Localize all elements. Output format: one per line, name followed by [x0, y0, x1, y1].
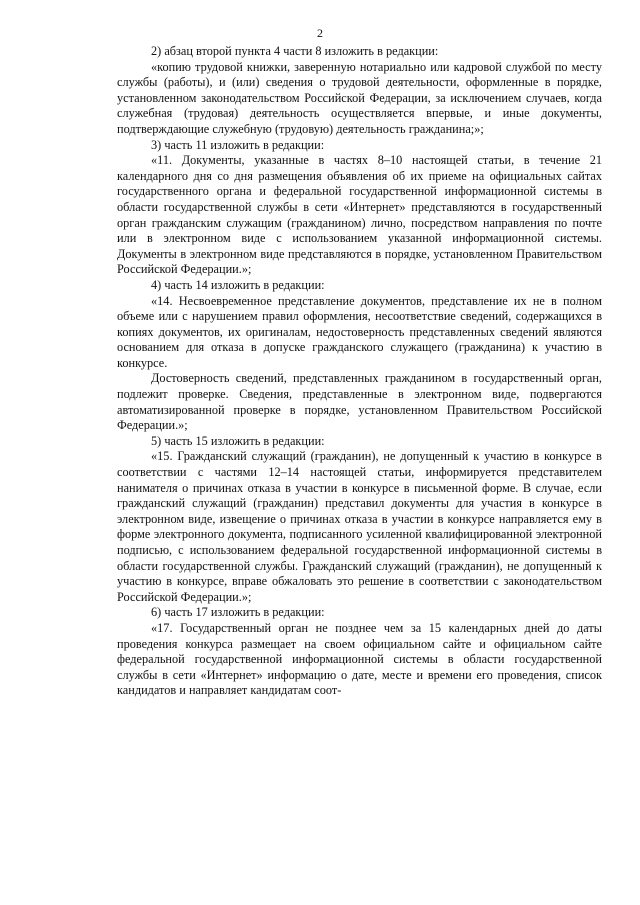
- document-body: [117, 44, 602, 699]
- page-number: 2: [317, 26, 323, 40]
- paragraph-item-4-heading: 4) часть 14 изложить в редакции:: [151, 277, 325, 292]
- paragraph-item-2-text: «копию трудовой книжки, заверенную нотариально или кадровой службой по месту службы (работы), и (или) сведения о трудовой деятельности, оформленные в порядке, установленном законодательством Российской Федерации, за исключением случаев, когда служебная (трудовая) деятельность осуществляется впервые, и иные документы, подтверждающие служебную (трудовую) деятельность гражданина;»;: [117, 59, 602, 136]
- paragraph-item-3-text: «11. Документы, указанные в частях 8–10 настоящей статьи, в течение 21 календарного дня со дня размещения объявления об их приеме на официальных сайтах государственного органа и федеральной государственной информационной системы в области государственной службы в сети «Интернет» представляются в государственный орган гражданским служащим (гражданином) лично, посредством направления по почте или в электронном виде с использованием указанной информационной системы. Документы в электронном виде представляются в порядке, установленном Правительством Российской Федерации.»;: [117, 153, 602, 277]
- paragraph-item-4-text-continued: Достоверность сведений, представленных гражданином в государственный орган, подлежит проверке. Сведения, представленные в электронном виде, подвергаются автоматизированной проверке в порядке, установленном Правительством Российской Федерации.»;: [117, 371, 602, 433]
- paragraph-item-4-text: «14. Несвоевременное представление документов, представление их не в полном объеме или с нарушением правил оформления, несоответствие сведений, содержащихся в копиях документов, их оригиналам, недостоверность представленных сведений являются основанием для отказа в допуске гражданского служащего (гражданина) к участию в конкурсе.: [117, 293, 602, 370]
- paragraph-item-6-text: «17. Государственный орган не позднее чем за 15 календарных дней до даты проведения конкурса размещает на своем официальном сайте и официальном сайте федеральной государственной информационной системы в области государственной службы в сети «Интернет» информацию о дате, месте и времени его проведения, список кандидатов и направляет кандидатам соот-: [117, 620, 602, 698]
- paragraph-item-5-text: «15. Гражданский служащий (гражданин), не допущенный к участию в конкурсе в соответствии с частями 12–14 настоящей статьи, информируется представителем нанимателя о причинах отказа в участии в конкурсе в письменной форме. В случае, если гражданский служащий (гражданин) представил документы для участия в конкурсе в электронном виде, извещение о причинах отказа в участии в конкурсе направляется ему в форме электронного документа, подписанного усиленной квалифицированной электронной подписью, с использованием федеральной государственной информационной системы в области государственной службы. Гражданский служащий (гражданин), не допущенный к участию в конкурсе, вправе обжаловать это решение в соответствии с законодательством Российской Федерации.»;: [117, 449, 602, 604]
- paragraph-item-6-heading: 6) часть 17 изложить в редакции:: [151, 605, 325, 620]
- paragraph-item-2-heading: 2) абзац второй пункта 4 части 8 изложить в редакции:: [151, 44, 439, 58]
- paragraph-item-5-heading: 5) часть 15 изложить в редакции:: [151, 433, 325, 448]
- paragraph-item-3-heading: 3) часть 11 изложить в редакции:: [151, 137, 325, 152]
